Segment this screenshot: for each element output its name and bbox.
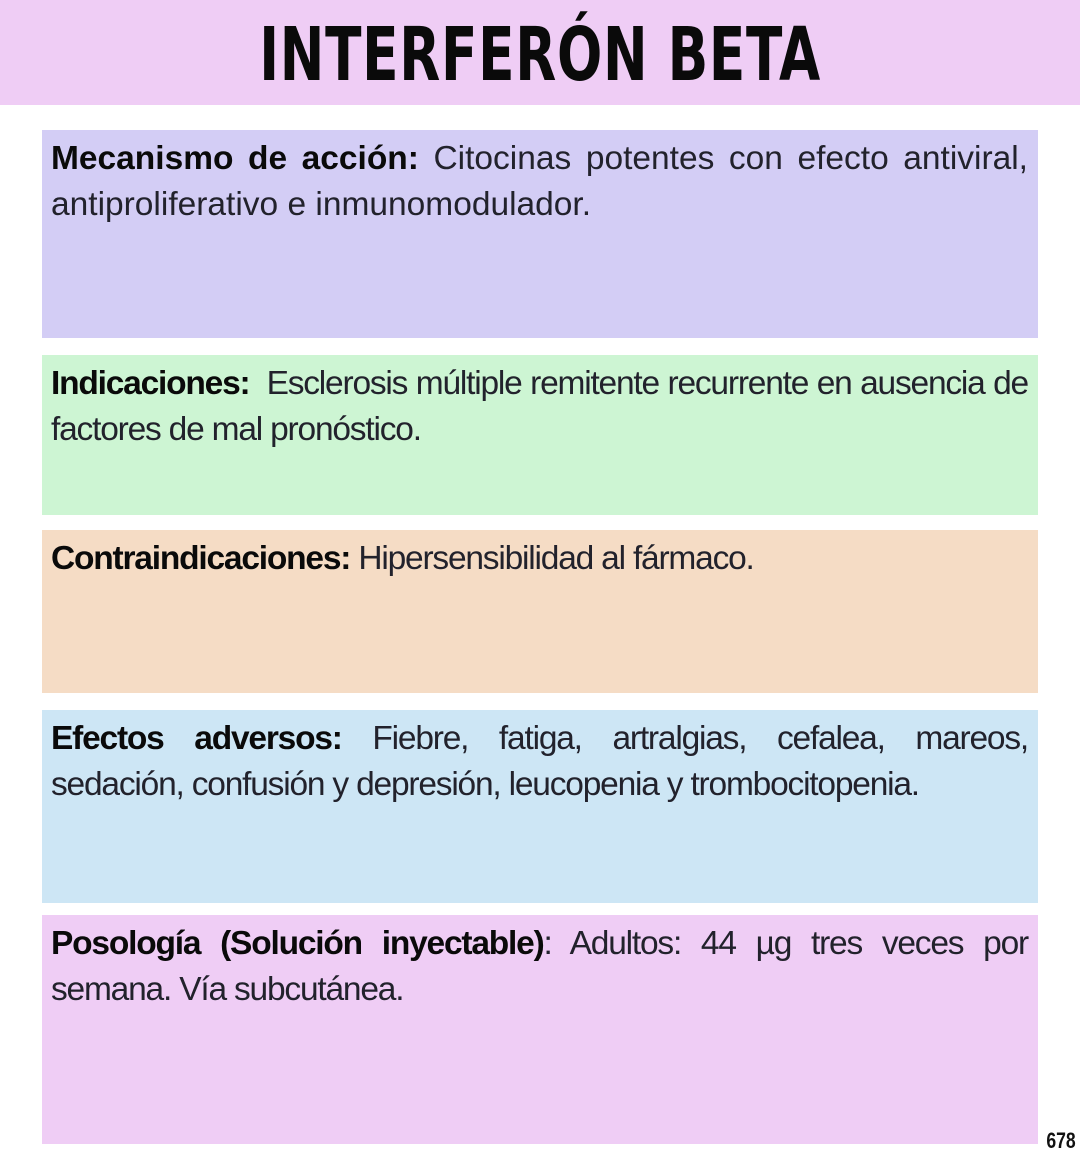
title-banner	[0, 0, 1080, 105]
section-contraindications-body: Hipersensibilidad al fármaco.	[350, 540, 754, 577]
section-dosage	[42, 915, 1038, 1144]
section-indications-label: Indicaciones:	[51, 365, 250, 402]
section-adverse-effects-body: Fiebre, fatiga, artralgias, cefalea, mareos, sedación, confusión y depresión, leucopenia y trombocitopenia.	[51, 720, 1028, 803]
section-contraindications	[42, 530, 1038, 693]
section-mechanism-label: Mecanismo de acción:	[51, 140, 419, 177]
section-contraindications-text	[51, 536, 1028, 582]
section-indications-text	[51, 361, 1037, 453]
section-dosage-body: : Adultos: 44 µg tres veces por semana. Vía subcutánea.	[51, 925, 1028, 1008]
section-mechanism	[42, 130, 1038, 338]
page-number: 678	[1046, 1128, 1076, 1153]
page-title: INTERFERÓN BETA	[259, 11, 821, 98]
section-adverse-effects	[42, 710, 1038, 903]
section-adverse-effects-label: Efectos adversos:	[51, 720, 342, 757]
section-mechanism-body: Citocinas potentes con efecto antiviral, antiproliferativo e inmunomodulador.	[51, 140, 1028, 223]
section-dosage-text	[51, 921, 1028, 1013]
section-dosage-label: Posología (Solución inyectable)	[51, 925, 544, 962]
section-indications	[42, 355, 1038, 515]
section-indications-body: Esclerosis múltiple remitente recurrente en ausencia de factores de mal pronóstico.	[51, 365, 1037, 448]
section-adverse-effects-text	[51, 716, 1028, 808]
section-contraindications-label: Contraindicaciones:	[51, 540, 351, 577]
section-mechanism-text	[51, 136, 1028, 228]
